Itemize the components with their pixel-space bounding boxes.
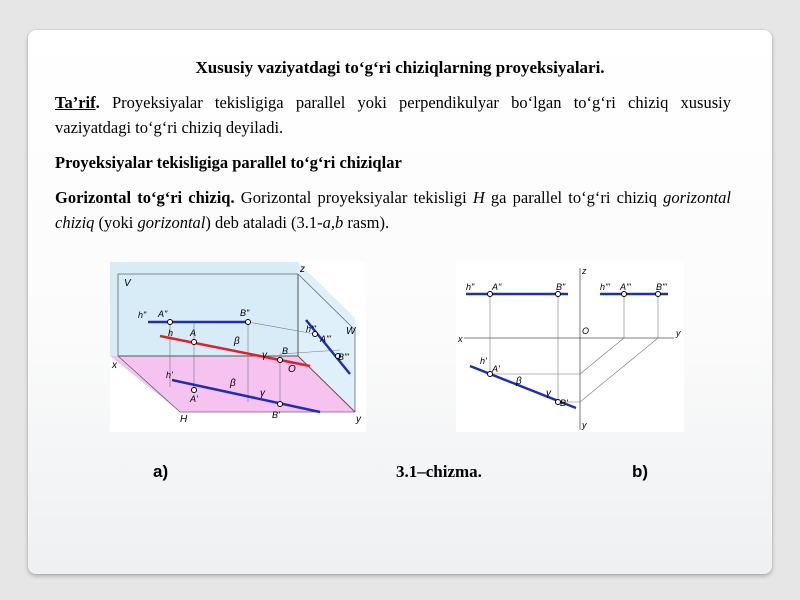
definition-paragraph xyxy=(55,90,731,140)
caption-a: a) xyxy=(153,462,169,481)
definition-label: Ta’rif xyxy=(55,93,96,112)
figure-a-drawing xyxy=(110,262,366,432)
label-a: A xyxy=(190,328,197,338)
label-w: W xyxy=(346,326,356,337)
horizontal-text-2: ga parallel to‘g‘ri chiziq xyxy=(484,188,664,207)
horizontal-term: gorizontal chiziq xyxy=(55,188,731,232)
horizontal-paragraph xyxy=(55,185,731,235)
horizontal-label: Gorizontal to‘g‘ri chiziq. xyxy=(55,188,235,207)
label-gamma-a: γ xyxy=(262,350,267,361)
label-x-b: x xyxy=(458,334,463,344)
label-b3-b: B"' xyxy=(656,282,667,292)
label-h1-b: h' xyxy=(480,356,487,366)
label-b3: B"' xyxy=(338,352,349,362)
label-a2-b: A" xyxy=(492,282,502,292)
caption-b: b) xyxy=(632,462,649,481)
label-x: x xyxy=(112,360,117,371)
figure-b-drawing xyxy=(456,262,684,432)
horizontal-text-1: Gorizontal proyeksiyalar tekisligi xyxy=(234,188,473,207)
horizontal-text-3: (yoki xyxy=(94,213,138,232)
label-y2-b: y xyxy=(582,420,587,430)
horizontal-plane-symbol: H xyxy=(472,188,485,207)
horizontal-figure-ref: a,b xyxy=(322,213,344,232)
label-y: y xyxy=(356,414,361,425)
figure-b xyxy=(456,262,684,432)
label-h2-b: h" xyxy=(466,282,475,292)
label-a2: A" xyxy=(158,309,168,319)
label-b: B xyxy=(282,346,289,356)
slide xyxy=(28,30,772,574)
label-a1-b: A' xyxy=(492,364,500,374)
horizontal-term-2: gorizontal xyxy=(137,213,206,232)
plane-v xyxy=(110,262,298,356)
definition-text: Proyeksiyalar tekisligiga parallel yoki perpendikulyar bo‘lgan to‘g‘ri chiziq xususiy vaziyatdagi to‘g‘ri chiziq deyiladi. xyxy=(55,93,731,137)
label-b2-b: B" xyxy=(556,282,566,292)
label-y-b: y xyxy=(676,328,681,338)
label-a3-b: A"' xyxy=(620,282,631,292)
label-h3: h"' xyxy=(306,324,316,334)
label-z-b: z xyxy=(582,266,587,276)
label-beta-b: β xyxy=(516,376,522,387)
label-h: h xyxy=(168,328,174,338)
label-o-b: O xyxy=(582,326,590,336)
label-a3: A"' xyxy=(320,334,331,344)
caption-main: 3.1–chizma. xyxy=(396,462,482,481)
label-v: V xyxy=(124,278,131,289)
label-h1: h' xyxy=(166,370,173,380)
label-b1-b: B' xyxy=(560,398,568,408)
label-beta-a: β xyxy=(234,336,240,347)
slide-title: Xususiy vaziyatdagi to‘g‘ri chiziqlarning proyeksiyalari. xyxy=(195,58,605,77)
section-heading: Proyeksiyalar tekisligiga parallel to‘g‘ri chiziqlar xyxy=(55,153,402,172)
label-z: z xyxy=(300,264,305,275)
horizontal-text-5: rasm). xyxy=(343,213,390,232)
label-beta-a2: β xyxy=(230,378,236,389)
label-gamma-b: γ xyxy=(546,388,551,399)
figure-a xyxy=(110,262,366,432)
label-gamma-a2: γ xyxy=(260,388,265,399)
label-b2: B" xyxy=(240,308,250,318)
label-h3-b: h"' xyxy=(600,282,610,292)
label-b1: B' xyxy=(272,410,280,420)
definition-dot: . xyxy=(95,93,100,112)
label-a1: A' xyxy=(190,394,198,404)
label-o: O xyxy=(288,364,296,375)
horizontal-text-4: ) deb ataladi (3.1- xyxy=(205,213,323,232)
label-h2: h" xyxy=(138,310,147,320)
label-h-plane: H xyxy=(180,414,188,425)
